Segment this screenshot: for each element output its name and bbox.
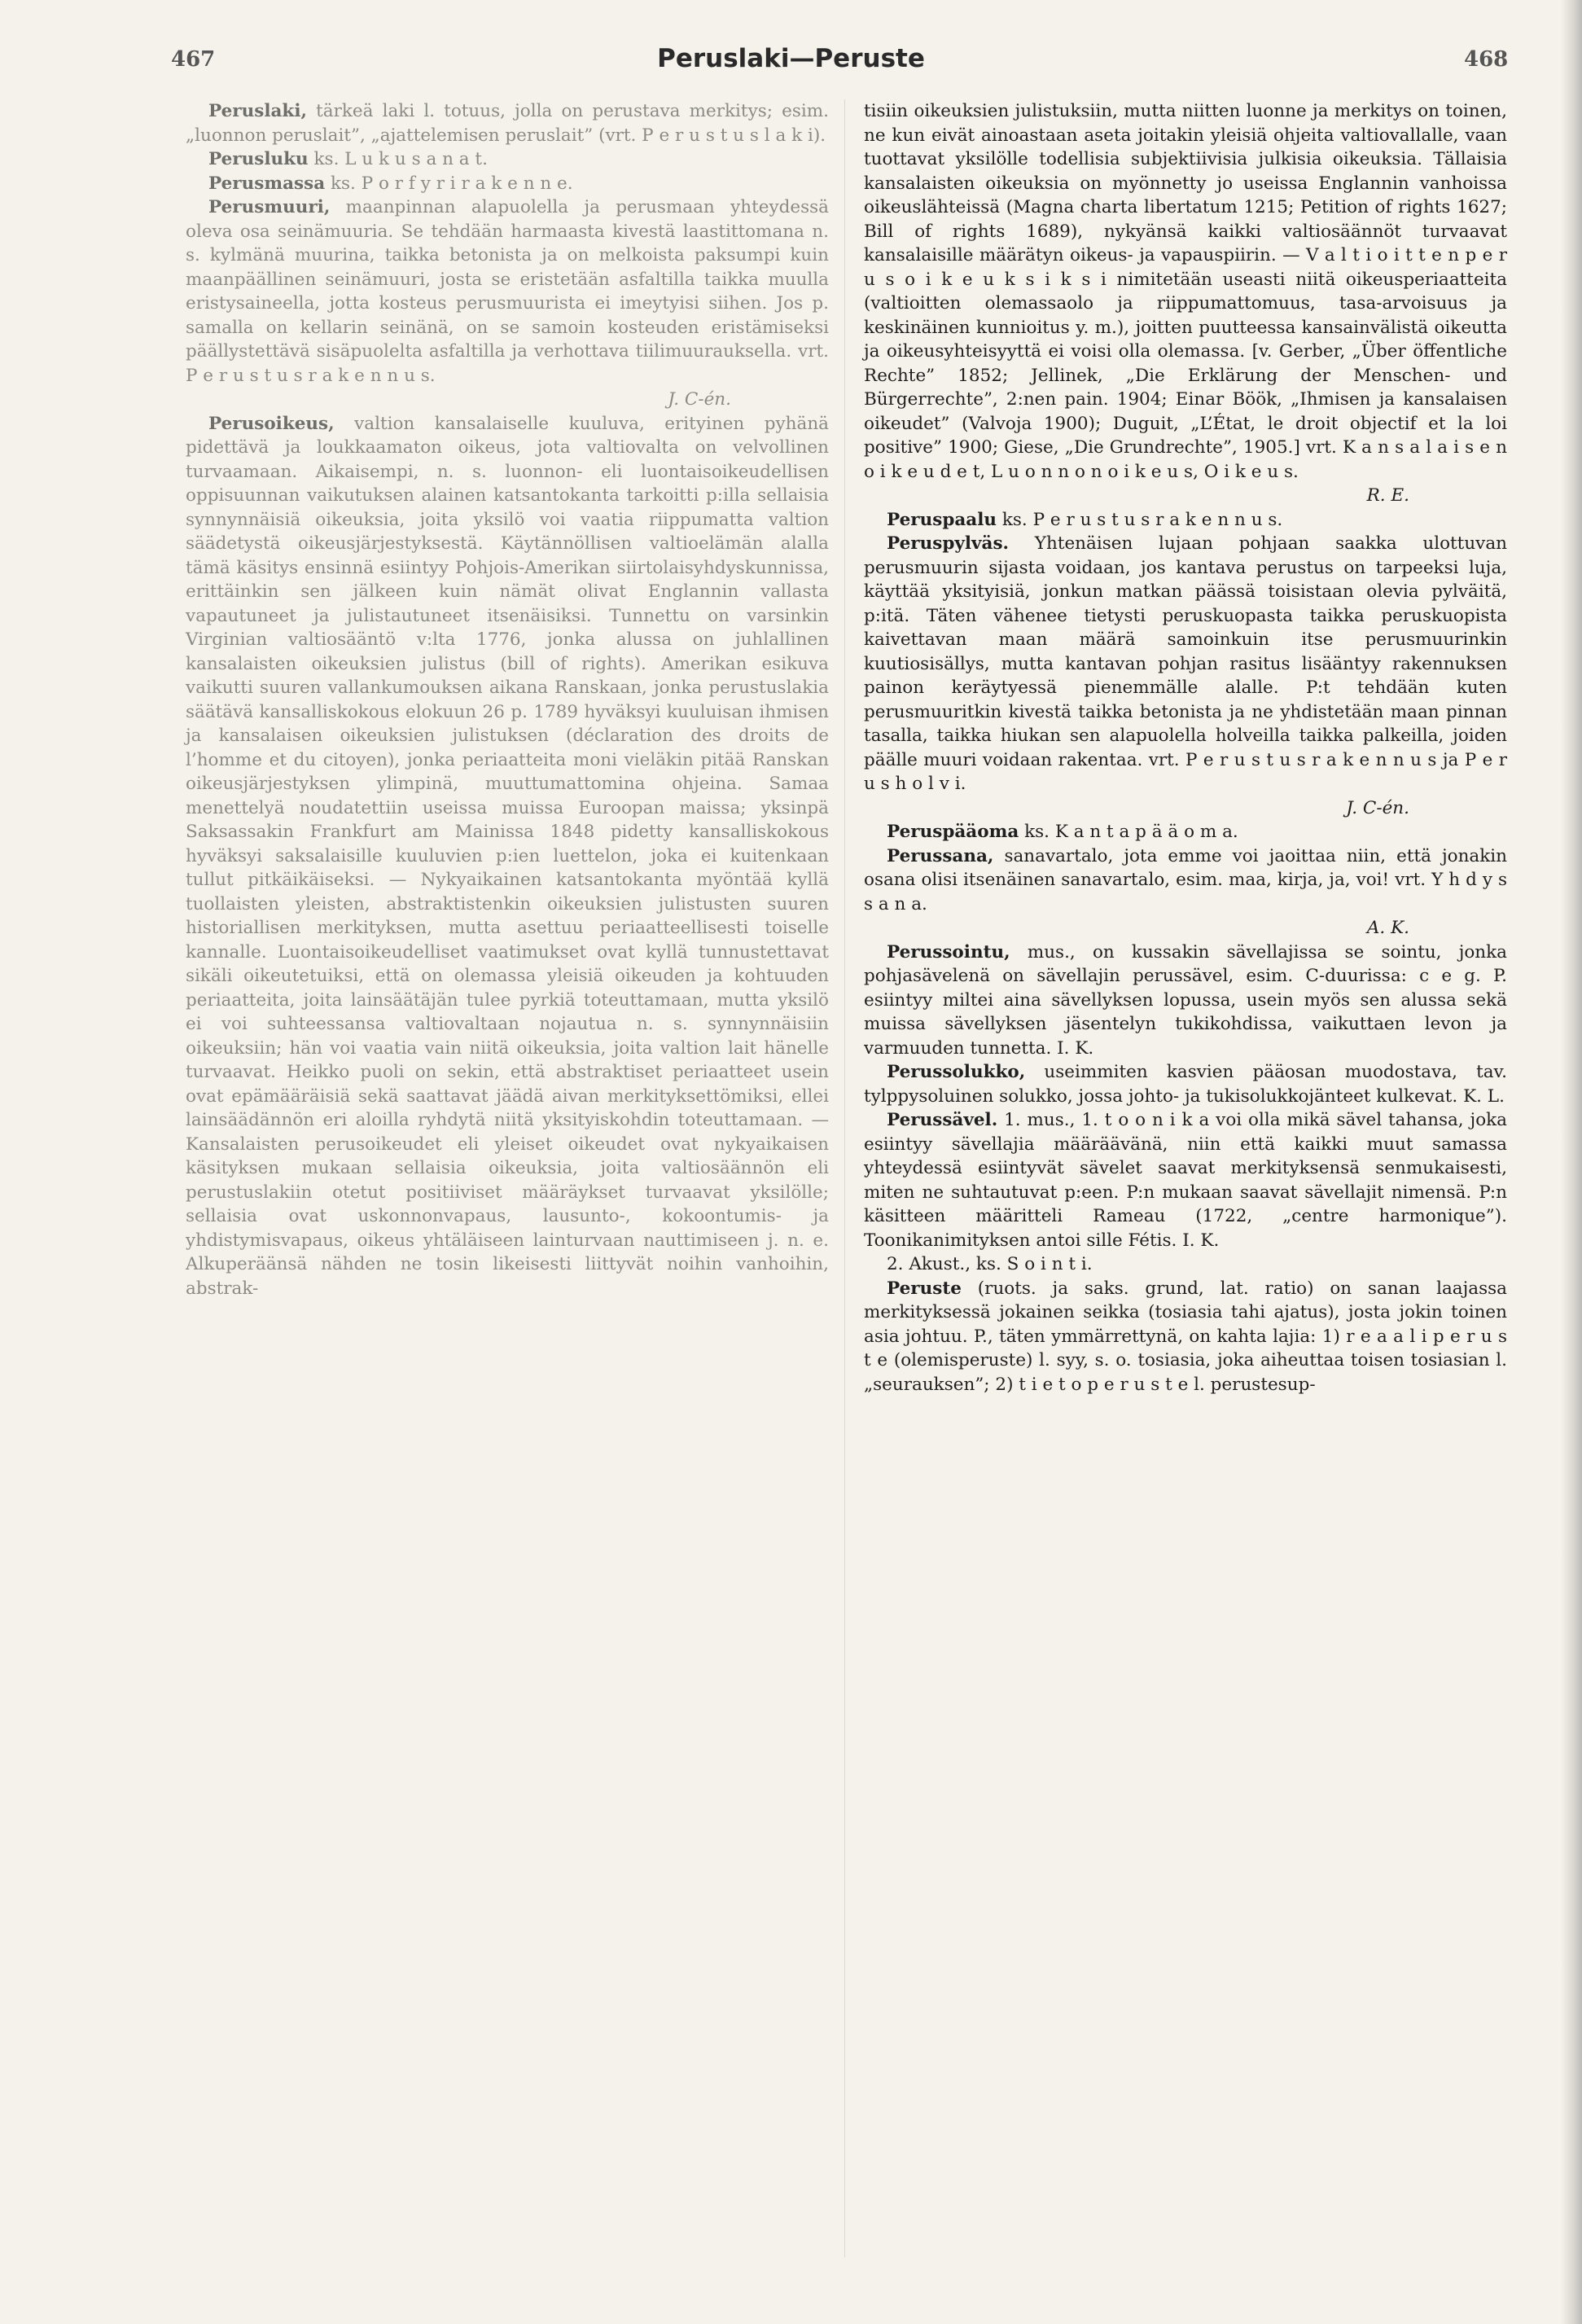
entry-text: ks. L u k u s a n a t. (313, 149, 488, 169)
entry-peruspaaoma (864, 820, 1507, 844)
page-header (0, 44, 1582, 88)
entry-text: maanpinnan alapuolella ja perusmaan yhteydessä oleva osa seinämuuria. Se tehdään harmaasta kivestä laastittomana n. s. kylmänä muurina, taikka betonista ja on melkoista paksumpi kuin maanpäällinen seinämuuri, josta se eristetään asfaltilla taikka muulla eristysaineella, jotta kosteus perusmuurista ei imeytyisi siihen. Jos p. samalla on kellarin seinänä, on se samoin kosteuden eristämiseksi päällystettävä sisäpuolelta asfaltilla ja verhottava tiilimuurauksella. vrt. P e r u s t u s r a k e n n u s. (186, 197, 829, 386)
left-page-number: 467 (171, 47, 216, 72)
entry-text: ks. P o r f y r i r a k e n n e. (331, 173, 573, 194)
entry-text: sanavartalo, jota emme voi jaoittaa niin, että jonakin osana olisi itsenäinen sanavartalo, esim. maa, kirja, ja, voi! vrt. Y h d y s s a n a. (864, 845, 1507, 914)
right-page-number: 468 (1464, 47, 1509, 72)
entry-headword: Perusoikeus, (208, 413, 335, 434)
entry-perussolukko (864, 1060, 1507, 1108)
entry-peruspaalu (864, 508, 1507, 533)
entry-perusluku (186, 147, 829, 172)
right-column (864, 99, 1507, 1397)
entry-text: 1. mus., 1. t o o n i k a voi olla mikä sävel tahansa, joka esiintyy sävellajia määräävänä, niin että kaikki muut samassa yhteydessä esiintyvät sävelet saavat merkityksensä senmukaisesti, miten ne suhtautuvat p:een. P:n mukaan saavat sävellajit nimensä. P:n käsitteen määritteli Rameau (1722, „centre harmonique”). Toonikanimityksen antoi sille Fétis. I. K. (864, 1110, 1507, 1251)
entry-headword: Perusmassa (208, 173, 326, 194)
author-signature: A. K. (1366, 918, 1409, 938)
entry-perusmuuri (186, 195, 829, 412)
entry-text: useimmiten kasvien pääosan muodostava, tav. tylppysoluinen solukko, jossa johto- ja tukisolukkojänteet kulkevat. K. L. (864, 1062, 1507, 1107)
entry-text: Yhtenäisen lujaan pohjaan saakka ulottuvan perusmuurin sijasta voidaan, jos kantava perustus on tarpeeksi luja, käyttää yksityisiä, jonkun matkan päässä toisistaan olevia pylväitä, p:itä. Täten vähenee tietysti peruskuopasta taikka peruskuopista kaivettavan maan määrä samoinkuin itse perusmuurinkin kuutiosisällys, mutta kantavan pohjan rasitus lisääntyy rakennuksen painon keräytyessä pienemmälle alalle. P:t tehdään kuten perusmuuritkin kivestä taikka betonista ja ne yhdistetään maan pinnan tasalla, taikka hiukan sen alapuolella holveilla taikka palkeilla, joiden päälle muuri voidaan rakentaa. vrt. P e r u s t u s r a k e n n u s ja P e r u s h o l v i. (864, 533, 1507, 794)
entry-headword: Perussävel. (887, 1110, 998, 1130)
entry-perussana (864, 844, 1507, 941)
entry-perusmassa (186, 172, 829, 196)
author-signature: J. C-én. (1346, 797, 1409, 818)
column-divider (844, 99, 845, 2257)
entry-headword: Peruspylväs. (887, 533, 1010, 554)
entry-headword: Peruslaki, (208, 101, 307, 121)
entry-headword: Peruspääoma (887, 822, 1019, 842)
entry-text: valtion kansalaiselle kuuluva, erityinen pyhänä pidettävä ja loukkaamaton oikeus, jota valtiovalta on velvollinen turvaamaan. Aikaisempi, n. s. luonnon- eli luontaisoikeudellisen oppisuunnan vaikutuksen alainen katsantokanta tarkoitti p:illa sellaisia synnynnäisiä oikeuksia, joita yksilö voi vaatia riippumatta valtion säädetystä oikeusjärjestyksestä. Käytännöllisen valtioelämän alalla tämä käsitys ensinnä esiintyy Pohjois-Amerikan siirtolaisyhdyskunnissa, erittäinkin sen jälkeen kuin nämät olivat Englannin vallasta vapautuneet ja julistautuneet itsenäisiksi. Tunnettu on varsinkin Virginian valtiosääntö v:lta 1776, jonka alussa on juhlallinen kansalaisten oikeuksien julistus (bill of rights). Amerikan esikuva vaikutti suuren vallankumouksen aikana Ranskaan, jonka perustuslakia säätävä kansalliskokous elokuun 26 p. 1789 hyväksyi kuuluisan ihmisen ja kansalaisen oikeuksien julistuksen (déclaration des droits de l’homme et du citoyen), jonka periaatteita moni vieläkin pitää Ranskan oikeusjärjestyksen ylimpinä, muuttumattomina ohjeina. Samaa menettelyä noudatettiin useissa muissa Euroopan maissa; yksinpä Saksassakin Frankfurt am Mainissa 1848 pidetty kansalliskokous hyväksyi saksalaisille kuuluvien p:ien luettelon, joka ei kuitenkaan tullut pitkäikäiseksi. — Nykyaikainen katsantokanta myöntää kyllä tuollaisten yleisten, abstraktistenkin oikeuksien julistusten suuren historiallisen merkityksen, mutta asettuu periaatteellisesti toiselle kannalle. Luontaisoikeudelliset vaatimukset ovat kyllä tunnustettavat sikäli oikeutetuiksi, että on olemassa yleisiä oikeuden ja kohtuuden periaatteita, joita lainsäätäjän tulee pyrkiä toteuttamaan, mutta yksilö ei voi suhteessansa valtiovaltaan nojautua n. s. synnynnäisiin oikeuksiin; hän voi vaatia vain niitä oikeuksia, joita valtion lait hänelle turvaavat. Heikko puoli on sekin, että abstraktiset periaatteet usein ovat epämääräisiä sekä saattavat jäädä aivan merkityksettömiksi, ellei lainsäädännön eri aloilla ryhdytä niitä yksityiskohdin toteuttamaan. — Kansalaisten perusoikeudet eli yleiset oikeudet ovat nykyaikaisen käsityksen mukaan sellaisia oikeuksia, joita valtiosäännön eli perustuslakiin otetut positiiviset määräykset turvaavat yksilölle; sellaisia ovat uskonnonvapaus, lausunto-, kokoontumis- ja yhdistymisvapaus, oikeus yhtäläiseen lainturvaan nauttimiseen j. n. e. Alkuperäänsä nähden ne tosin likeisesti liittyvät noihin vanhoihin, abstrak- (186, 413, 829, 1299)
author-signature: R. E. (1366, 485, 1409, 506)
page-edge-shadow (1561, 0, 1582, 2324)
entry-headword: Perussointu, (887, 941, 1010, 962)
left-column (186, 99, 829, 1300)
entry-text: tärkeä laki l. totuus, jolla on perustava merkitys; esim. „luonnon peruslait”, „ajattelemisen peruslait” (vrt. P e r u s t u s l a k i). (186, 101, 829, 146)
entry-text: 2. Akust., ks. S o i n t i. (887, 1254, 1093, 1274)
entry-text: ks. K a n t a p ä ä o m a. (1024, 822, 1238, 842)
author-signature: J. C-én. (668, 389, 731, 410)
entry-perusoikeus (186, 412, 829, 1301)
entry-headword: Perussana, (887, 845, 994, 866)
entry-text: mus., on kussakin sävellajissa se sointu, jonka pohjasävelenä on sävellajin perussävel, esim. C-duurissa: c e g. P. esiintyy miltei aina sävellyksen lopussa, usein myös sen alussa sekä muissa sävellyksen jäsentelyn tukikohdissa, vaikuttaen levon ja varmuuden tunnetta. I. K. (864, 941, 1508, 1059)
entry-text: ks. P e r u s t u s r a k e n n u s. (1001, 509, 1283, 530)
entry-headword: Perusmuuri, (208, 197, 331, 217)
entry-peruste (864, 1277, 1507, 1397)
entry-perussavel-sense-2 (864, 1252, 1507, 1277)
entry-text: tisiin oikeuksien julistuksiin, mutta niitten luonne ja merkitys on toinen, ne kun eivät ainoastaan aseta joitakin yleisiä ohjeita valtiovallalle, vaan tuottavat yksilölle todellisia subjektiivisia julkisia oikeuksia. Tällaisia kansalaisten oikeuksia on myönnetty jo useissa Englannin vanhoissa oikeuslähteissä (Magna charta libertatum 1215; Petition of rights 1627; Bill of rights 1689), nykyänsä kaikki valtiosäännöt turvaavat kansalaisille määrätyn oikeus- ja vapauspiirin. — V a l t i o i t t e n p e r u s o i k e u k s i k s i nimitetään useasti niitä oikeusperiaatteita (valtioitten olemassaolo ja riippumattomuus, tasa-arvoisuus ja keskinäinen kunnioitus y. m.), joitten puutteessa kansainvälistä oikeutta ja oikeusyhteisyyttä ei voisi olla olemassa. [v. Gerber, „Über öffentliche Rechte” 1852; Jellinek, „Die Erklärung der Menschen- und Bürgerrechte”, 2:nen pain. 1904; Einar Böök, „Ihmisen ja kansalaisen oikeudet” (Valvoja 1900); Duguit, „L’État, le droit objectif et la loi positive” 1900; Giese, „Die Grundrechte”, 1905.] vrt. K a n s a l a i s e n o i k e u d e t, L u o n n o n o i k e u s, O i k e u s. (864, 101, 1507, 482)
entry-peruspylvas (864, 532, 1507, 820)
entry-text: (ruots. ja saks. grund, lat. ratio) on sanan laajassa merkityksessä jokainen seikka (tosiasia tahi ajatus), josta jokin toinen asia johtuu. P., täten ymmärrettynä, on kahta lajia: 1) r e a a l i p e r u s t e (olemisperuste) l. syy, s. o. tosiasia, joka aiheuttaa toisen tosiasian l. „seurauksen”; 2) t i e t o p e r u s t e l. perustesup- (864, 1278, 1507, 1395)
entry-peruslaki (186, 99, 829, 147)
entry-headword: Peruste (887, 1278, 962, 1299)
running-head: Peruslaki—Peruste (657, 44, 925, 73)
entry-perussointu (864, 941, 1507, 1061)
entry-headword: Peruspaalu (887, 509, 997, 530)
entry-headword: Perusluku (208, 149, 309, 169)
entry-perusoikeus-continued (864, 99, 1507, 508)
entry-perussavel (864, 1108, 1507, 1252)
entry-headword: Perussolukko, (887, 1062, 1026, 1082)
